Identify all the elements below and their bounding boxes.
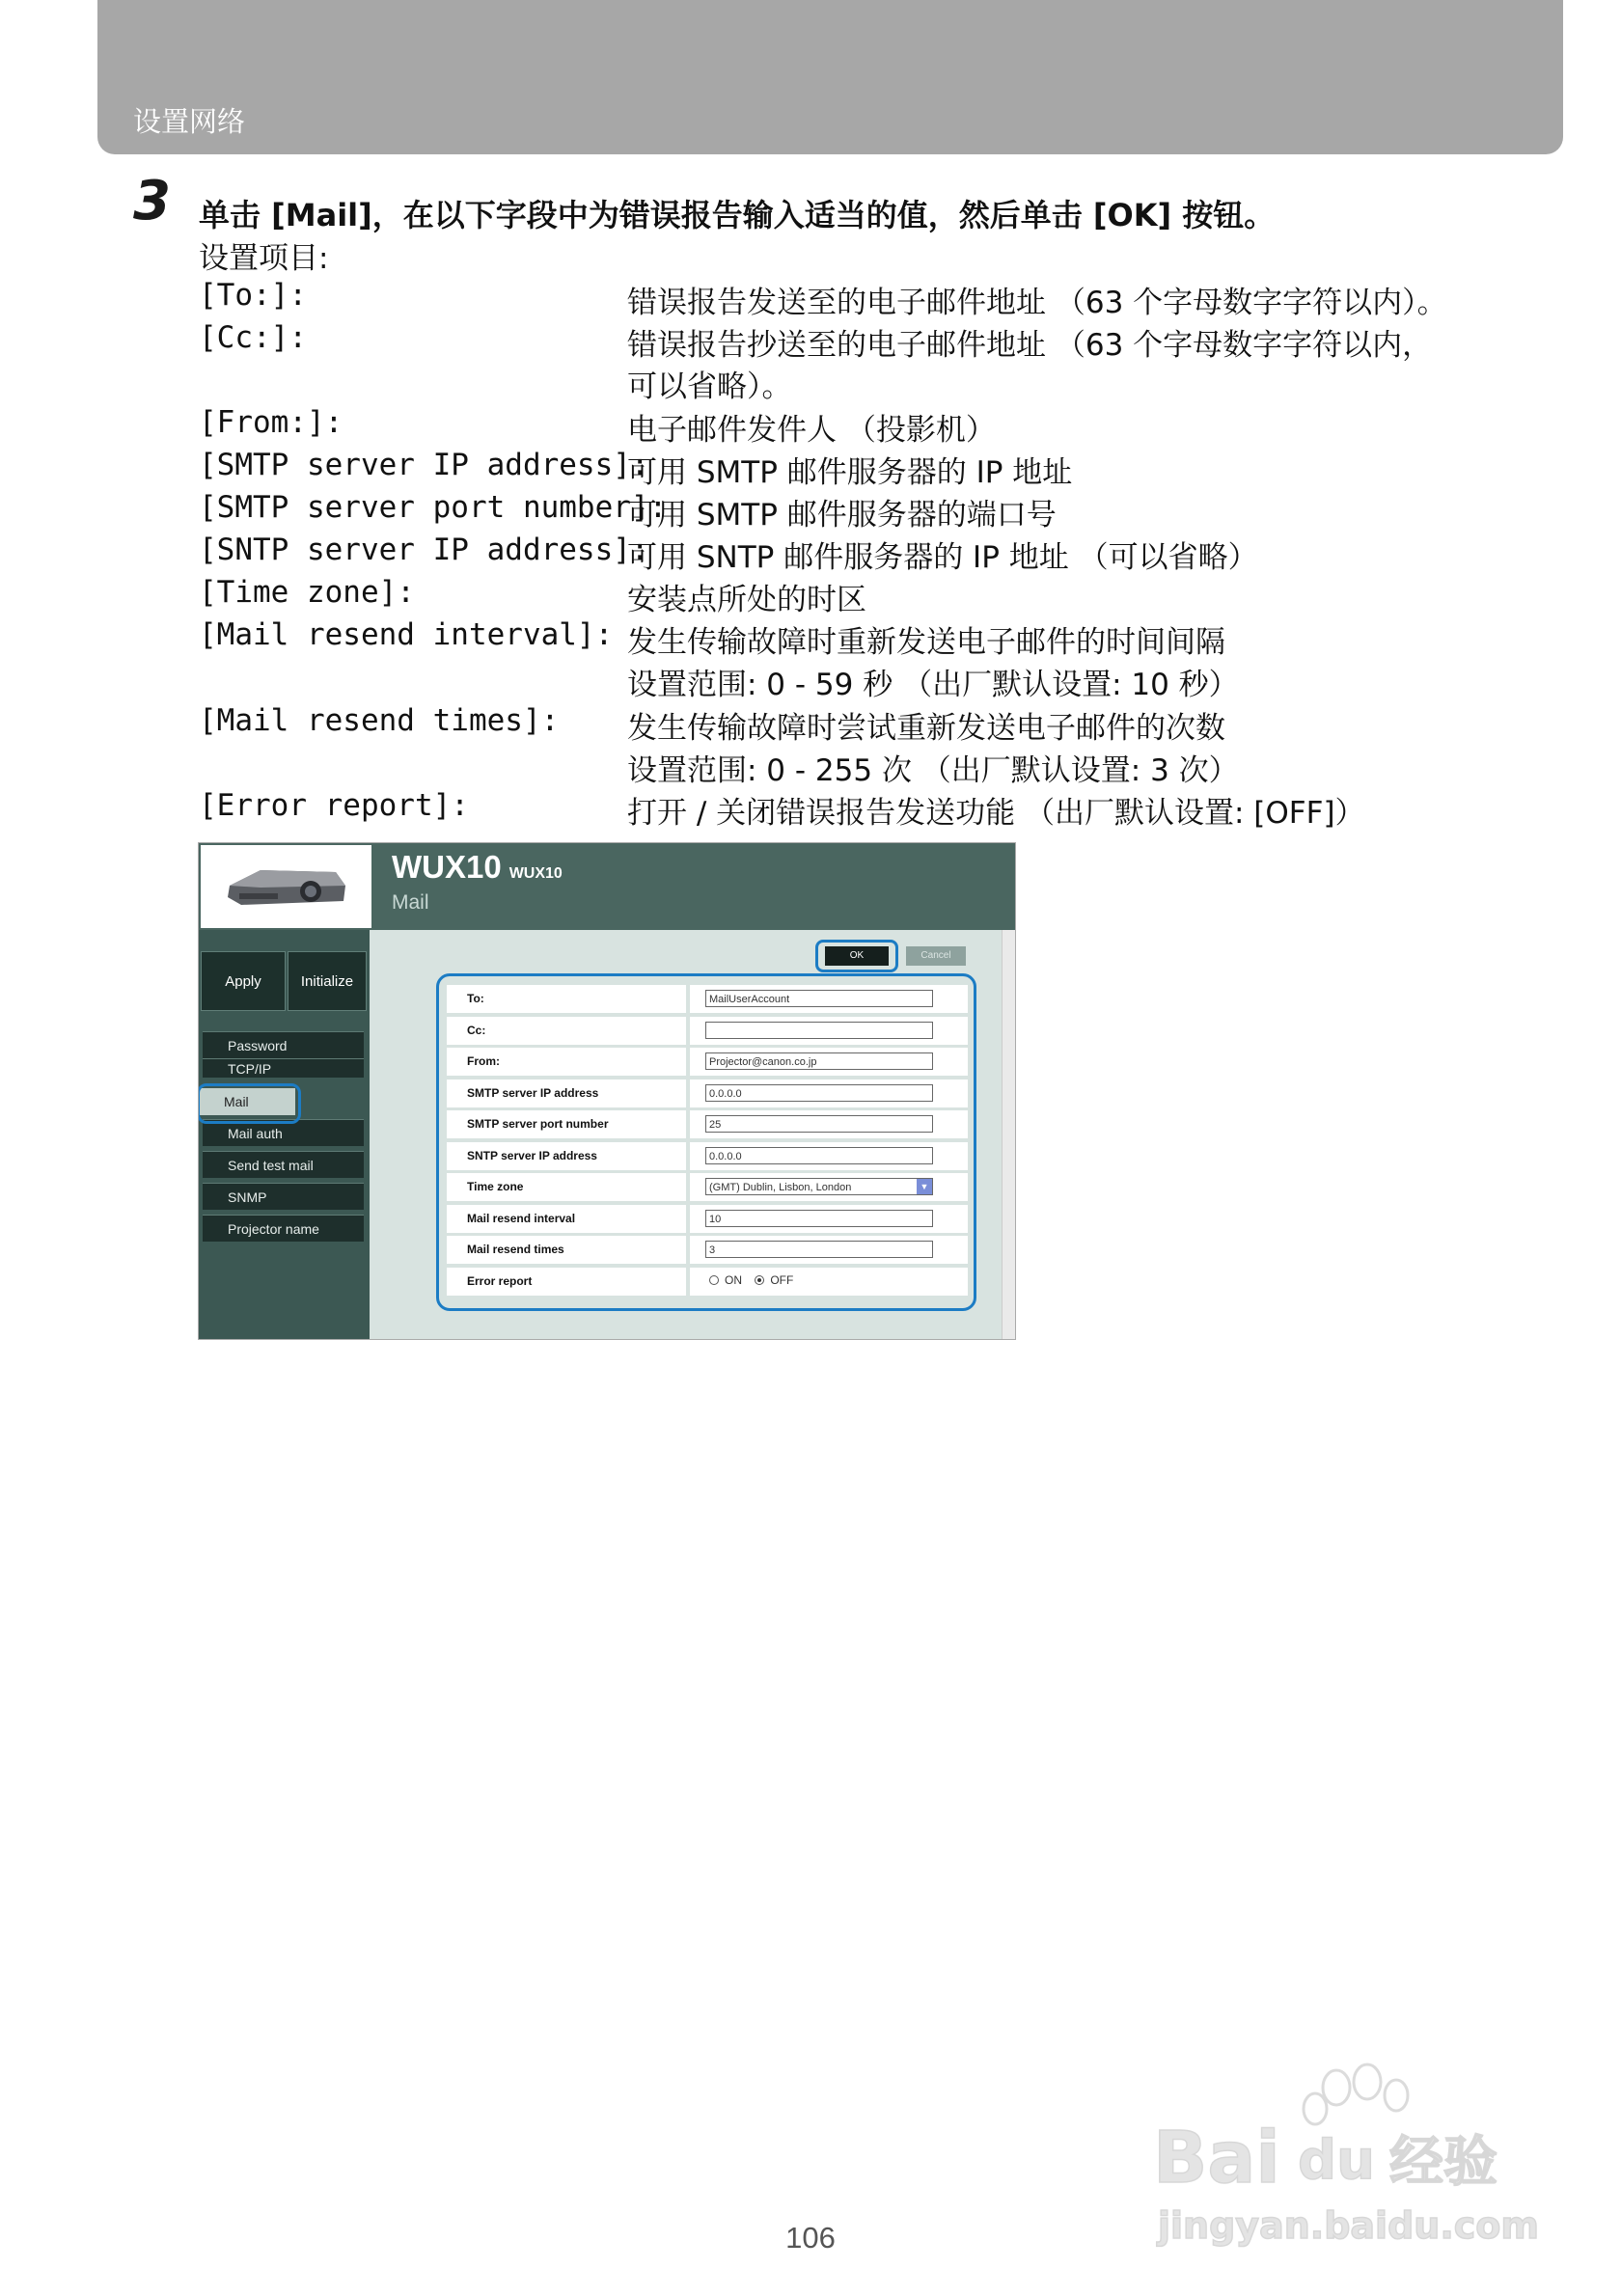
setting-desc: 安装点所处的时区 xyxy=(627,583,866,617)
form-row-to xyxy=(447,983,968,1015)
form-label: Error report xyxy=(447,1268,686,1296)
menu-item-mail[interactable]: Mail xyxy=(199,1088,295,1115)
time-zone-select[interactable] xyxy=(705,1178,933,1195)
setting-label: [Mail resend times]: xyxy=(199,703,560,738)
projector-image-box xyxy=(201,845,371,928)
form-label: SMTP server IP address xyxy=(447,1080,686,1107)
screenshot-header xyxy=(199,843,1015,930)
setting-desc: 错误报告发送至的电子邮件地址 （63 个字母数字字符以内）。 xyxy=(627,286,1447,320)
ok-highlight-ring xyxy=(815,940,898,972)
screenshot-scrollbar[interactable] xyxy=(1002,930,1015,1340)
form-label: Time zone xyxy=(447,1173,686,1201)
projector-model-title xyxy=(392,849,563,886)
setting-desc: 发生传输故障时重新发送电子邮件的时间间隔 xyxy=(627,625,1225,660)
watermark-brand-2: du xyxy=(1298,2129,1375,2192)
menu-item-tcpip[interactable]: TCP/IP xyxy=(203,1058,364,1078)
menu-item-send-test-mail[interactable]: Send test mail xyxy=(203,1151,364,1178)
form-label: Mail resend interval xyxy=(447,1205,686,1233)
cancel-button[interactable]: Cancel xyxy=(906,946,966,966)
form-row-resend-times xyxy=(447,1234,968,1266)
setting-label: [Mail resend interval]: xyxy=(199,617,614,652)
time-zone-value: (GMT) Dublin, Lisbon, London xyxy=(709,1182,852,1193)
setting-desc: 设置范围: 0 - 255 次 （出厂默认设置: 3 次） xyxy=(627,753,1239,788)
chevron-down-icon[interactable]: ▼ xyxy=(917,1179,932,1194)
sntp-ip-field[interactable]: 0.0.0.0 xyxy=(705,1147,933,1164)
smtp-port-field[interactable]: 25 xyxy=(705,1115,933,1133)
page-number: 106 xyxy=(785,2221,836,2255)
setting-desc: 可用 SMTP 邮件服务器的 IP 地址 xyxy=(627,455,1073,490)
menu-item-projector-name[interactable]: Projector name xyxy=(203,1215,364,1242)
form-label: Cc: xyxy=(447,1017,686,1045)
radio-on[interactable] xyxy=(709,1275,719,1285)
form-label: Mail resend times xyxy=(447,1236,686,1264)
ok-button[interactable]: OK xyxy=(825,946,889,966)
form-row-error-report xyxy=(447,1266,968,1298)
form-row-smtp-ip xyxy=(447,1078,968,1109)
form-label: To: xyxy=(447,985,686,1013)
to-field[interactable]: MailUserAccount xyxy=(705,990,933,1007)
menu-item-mail-auth[interactable]: Mail auth xyxy=(203,1119,364,1146)
error-report-radio-group xyxy=(709,1273,793,1287)
setting-label: [Time zone]: xyxy=(199,575,415,610)
screenshot-main-panel xyxy=(370,930,1015,1339)
form-row-resend-interval xyxy=(447,1203,968,1235)
setting-desc: 设置范围: 0 - 59 秒 （出厂默认设置: 10 秒） xyxy=(627,668,1239,702)
watermark-url: jingyan.baidu.com xyxy=(1158,2204,1539,2247)
setting-desc: 错误报告抄送至的电子邮件地址 （63 个字母数字字符以内， xyxy=(627,328,1433,363)
watermark-cn: 经验 xyxy=(1389,2131,1497,2194)
step-instruction: 单击 [Mail]，在以下字段中为错误报告输入适当的值，然后单击 [OK] 按钮。 xyxy=(199,197,1276,233)
form-row-from xyxy=(447,1046,968,1078)
projector-icon xyxy=(222,857,351,915)
form-row-time-zone xyxy=(447,1171,968,1203)
items-heading: 设置项目: xyxy=(199,241,329,276)
form-label: SMTP server port number xyxy=(447,1110,686,1138)
setting-desc: 可以省略）。 xyxy=(627,369,792,404)
setting-label: [SNTP server IP address]: xyxy=(199,533,649,567)
form-label: From: xyxy=(447,1048,686,1076)
radio-off[interactable] xyxy=(755,1275,764,1285)
from-field[interactable]: Projector@canon.co.jp xyxy=(705,1052,933,1070)
setting-desc: 打开 / 关闭错误报告发送功能 （出厂默认设置: [OFF]） xyxy=(627,796,1365,831)
form-row-sntp-ip xyxy=(447,1140,968,1172)
section-title: 设置网络 xyxy=(133,105,246,138)
setting-label: [SMTP server IP address]: xyxy=(199,448,649,482)
setting-label: [From:]: xyxy=(199,405,343,440)
model-subtitle-text: WUX10 xyxy=(508,865,563,882)
setting-label: [Error report]: xyxy=(199,788,469,823)
resend-interval-field[interactable]: 10 xyxy=(705,1210,933,1227)
form-row-cc xyxy=(447,1015,968,1047)
baidu-jingyan-watermark xyxy=(1153,2059,1539,2252)
form-label: SNTP server IP address xyxy=(447,1142,686,1170)
setting-desc: 可用 SMTP 邮件服务器的端口号 xyxy=(627,498,1057,533)
setting-desc: 可用 SNTP 邮件服务器的 IP 地址 （可以省略） xyxy=(627,540,1258,575)
header-bar xyxy=(97,0,1563,154)
apply-button[interactable]: Apply xyxy=(201,951,286,1011)
setting-label: [SMTP server port number]: xyxy=(199,490,668,525)
menu-item-password[interactable]: Password xyxy=(203,1031,364,1058)
step-number: 3 xyxy=(133,170,171,232)
watermark-brand: Bai xyxy=(1153,2117,1280,2200)
setting-desc: 电子邮件发件人 （投影机） xyxy=(627,413,996,448)
mail-settings-form xyxy=(447,983,968,1297)
screenshot-page-name: Mail xyxy=(392,891,429,914)
smtp-ip-field[interactable]: 0.0.0.0 xyxy=(705,1084,933,1102)
setting-label: [Cc:]: xyxy=(199,320,307,355)
resend-times-field[interactable]: 3 xyxy=(705,1241,933,1258)
cc-field[interactable] xyxy=(705,1022,933,1039)
setting-label: [To:]: xyxy=(199,278,307,313)
mail-highlight-ring xyxy=(198,1083,301,1124)
model-title-text: WUX10 xyxy=(392,849,502,885)
initialize-button[interactable]: Initialize xyxy=(288,951,367,1011)
radio-off-label: OFF xyxy=(770,1272,794,1287)
radio-on-label: ON xyxy=(725,1272,742,1287)
mail-settings-screenshot xyxy=(198,842,1016,1340)
form-row-smtp-port xyxy=(447,1108,968,1140)
screenshot-sidebar xyxy=(199,930,370,1339)
menu-item-snmp[interactable]: SNMP xyxy=(203,1183,364,1210)
setting-desc: 发生传输故障时尝试重新发送电子邮件的次数 xyxy=(627,711,1225,746)
